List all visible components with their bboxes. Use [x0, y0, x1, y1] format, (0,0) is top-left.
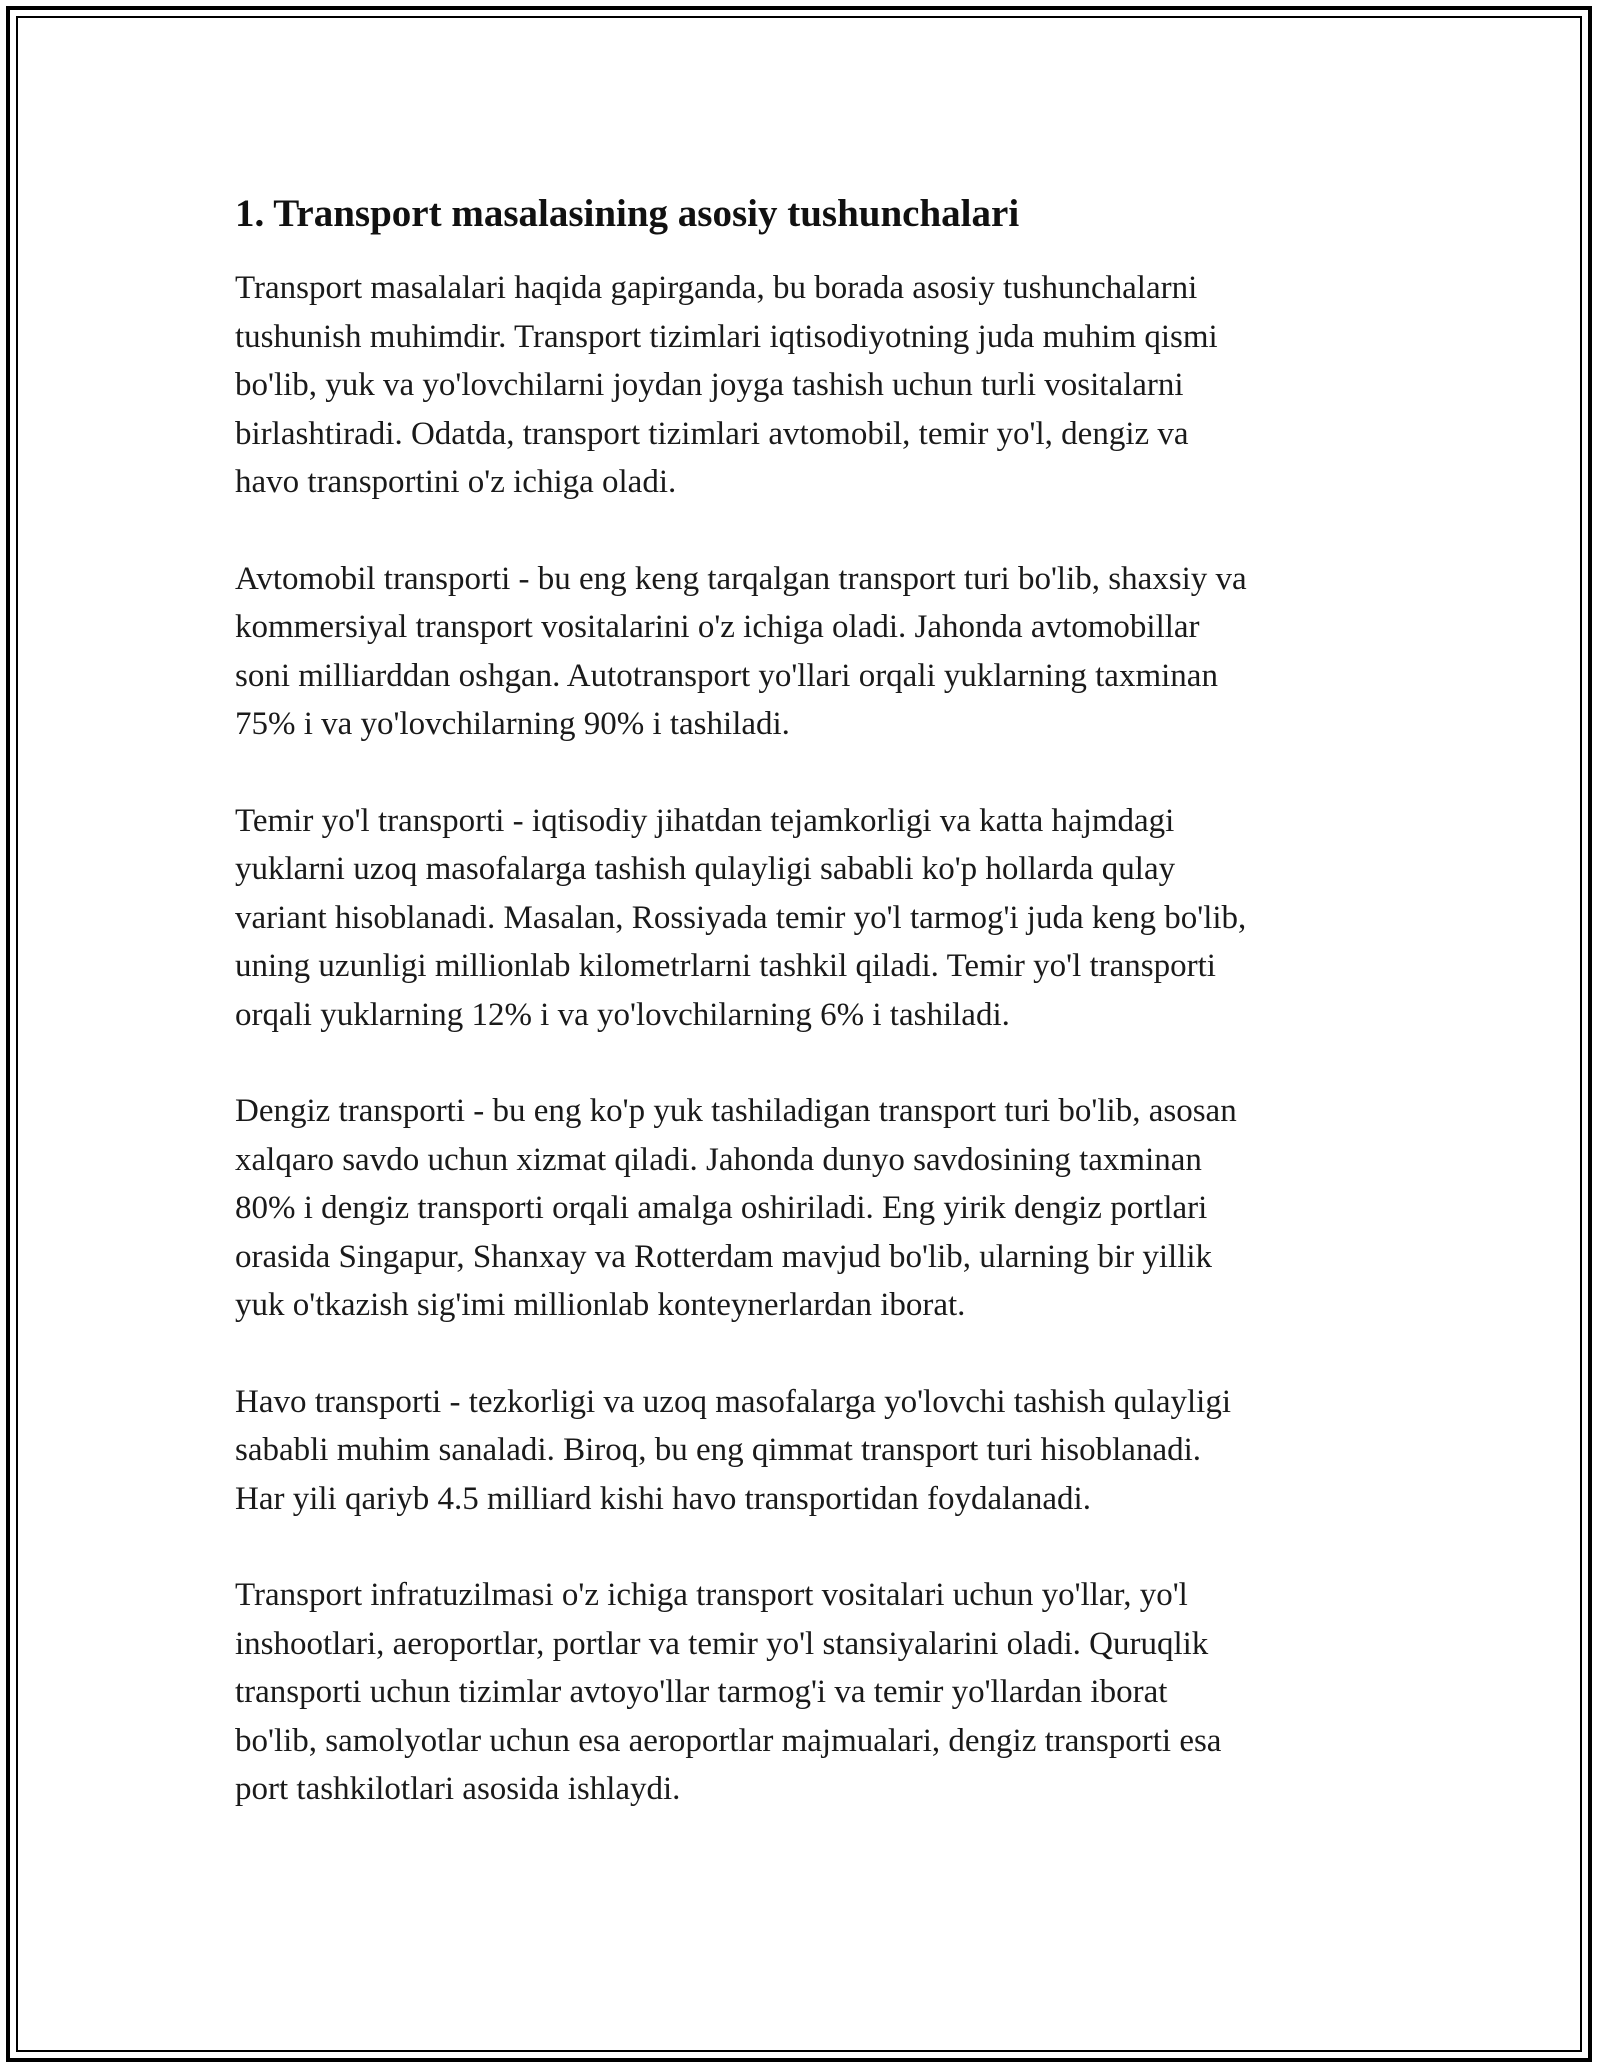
text-line: port tashkilotlari asosida ishlaydi. [235, 1771, 681, 1807]
text-line: xalqaro savdo uchun xizmat qiladi. Jahonda dunyo savdosining taxminan [235, 1141, 1202, 1178]
text-line: bo'lib, samolyotlar uchun esa aeroportlar majmualari, dengiz transporti esa [235, 1722, 1222, 1759]
paragraph-intro [235, 264, 1385, 507]
text-line: kommersiyal transport vositalarini o'z ichiga oladi. Jahonda avtomobillar [235, 609, 1200, 645]
paragraph-infrastructure [235, 1571, 1385, 1814]
section-heading: 1. Transport masalasining asosiy tushunchalari [235, 192, 1020, 235]
text-line: tushunish muhimdir. Transport tizimlari iqtisodiyotning juda muhim qismi [235, 318, 1218, 355]
text-line: Havo transporti - tezkorligi va uzoq masofalarga yo'lovchi tashish qulayligi [235, 1383, 1232, 1420]
paragraph-road-transport [235, 555, 1385, 749]
text-line: 80% i dengiz transporti orqali amalga oshiriladi. Eng yirik dengiz portlari [235, 1190, 1208, 1226]
text-line: birlashtiradi. Odatda, transport tizimlari avtomobil, temir yo'l, dengiz va [235, 415, 1189, 452]
text-line: orasida Singapur, Shanxay va Rotterdam mavjud bo'lib, ularning bir yillik [235, 1238, 1213, 1275]
text-line: Transport infratuzilmasi o'z ichiga transport vositalari uchun yo'llar, yo'l [235, 1577, 1188, 1613]
text-line: orqali yuklarning 12% i va yo'lovchilarning 6% i tashiladi. [235, 996, 1010, 1033]
text-line: bo'lib, yuk va yo'lovchilarni joydan joyga tashish uchun turli vositalarni [235, 367, 1184, 403]
text-line: havo transportini o'z ichiga oladi. [235, 464, 677, 500]
text-line: Temir yo'l transporti - iqtisodiy jihatdan tejamkorligi va katta hajmdagi [235, 802, 1175, 839]
paragraph-air-transport [235, 1378, 1385, 1524]
text-line: Dengiz transporti - bu eng ko'p yuk tashiladigan transport turi bo'lib, asosan [235, 1093, 1237, 1129]
text-line: uning uzunligi millionlab kilometrlarni tashkil qiladi. Temir yo'l transporti [235, 948, 1216, 984]
text-line: Avtomobil transporti - bu eng keng tarqalgan transport turi bo'lib, shaxsiy va [235, 560, 1247, 597]
text-line: Transport masalalari haqida gapirganda, bu borada asosiy tushunchalarni [235, 270, 1198, 306]
text-line: yuk o'tkazish sig'imi millionlab konteynerlardan iborat. [235, 1287, 966, 1323]
document-body [235, 188, 1385, 1862]
paragraph-sea-transport [235, 1087, 1385, 1330]
text-line: variant hisoblanadi. Masalan, Rossiyada temir yo'l tarmog'i juda keng bo'lib, [235, 899, 1247, 936]
text-line: Har yili qariyb 4.5 milliard kishi havo transportidan foydalanadi. [235, 1480, 1091, 1517]
text-line: soni milliarddan oshgan. Autotransport yo'llari orqali yuklarning taxminan [235, 657, 1218, 694]
text-line: yuklarni uzoq masofalarga tashish qulayligi sababli ko'p hollarda qulay [235, 851, 1176, 887]
text-line: sababli muhim sanaladi. Biroq, bu eng qimmat transport turi hisoblanadi. [235, 1432, 1202, 1468]
text-line: inshootlari, aeroportlar, portlar va temir yo'l stansiyalarini oladi. Quruqlik [235, 1625, 1209, 1662]
text-line: 75% i va yo'lovchilarning 90% i tashiladi. [235, 706, 790, 742]
paragraph-rail-transport [235, 797, 1385, 1040]
text-line: transporti uchun tizimlar avtoyo'llar tarmog'i va temir yo'llardan iborat [235, 1674, 1168, 1710]
